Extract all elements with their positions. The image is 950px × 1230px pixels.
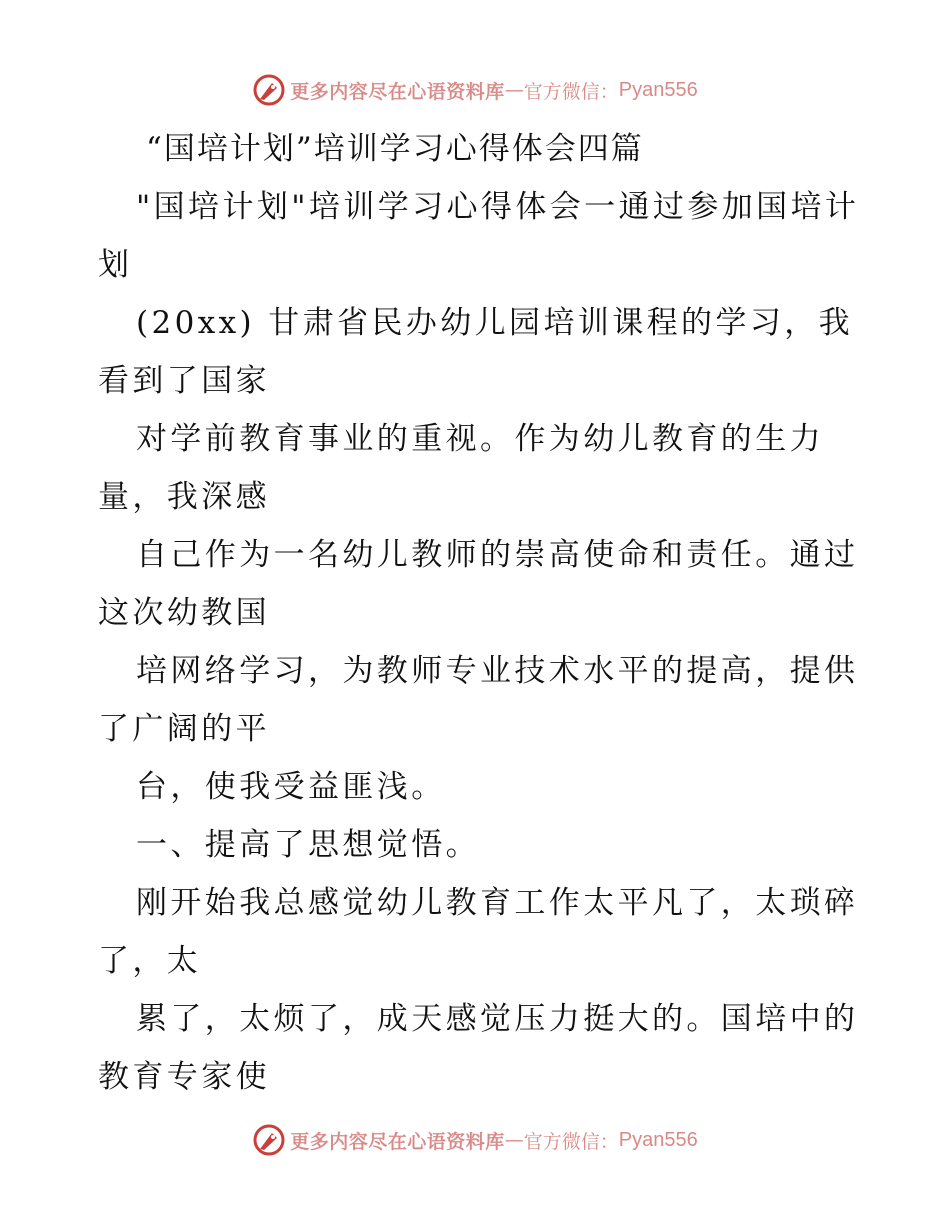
promo-text: 更多内容尽在心语资料库 [290, 80, 505, 103]
header-banner [0, 70, 950, 110]
text-line: "国培计划"培训学习心得体会一通过参加国培计 [136, 189, 860, 225]
text-line: 台，使我受益匪浅。 [136, 769, 446, 805]
pen-nib-logo-icon [252, 73, 286, 107]
document-body [98, 120, 858, 1106]
text-line: 量，我深感 [98, 479, 270, 515]
text-line: 这次幼教国 [98, 595, 270, 631]
text-line: (20xx) 甘肃省民办幼儿园培训课程的学习，我 [136, 305, 854, 341]
document-title: “国培计划”培训学习心得体会四篇 [146, 131, 644, 167]
wechat-handle: Pyan556 [618, 78, 698, 101]
text-line: 了广阔的平 [98, 711, 270, 747]
wechat-label: 官方微信： [523, 1130, 619, 1153]
footer-banner [0, 1120, 950, 1160]
text-line: 对学前教育事业的重视。作为幼儿教育的生力 [136, 421, 824, 457]
promo-text: 更多内容尽在心语资料库 [290, 1130, 505, 1153]
banner-separator: — [504, 1129, 524, 1151]
text-line: 划 [98, 247, 133, 283]
text-line: 累了，太烦了，成天感觉压力挺大的。国培中的 [136, 1001, 859, 1037]
text-line: 刚开始我总感觉幼儿教育工作太平凡了，太琐碎 [136, 885, 859, 921]
wechat-label: 官方微信： [523, 80, 619, 103]
text-line: 看到了国家 [98, 363, 270, 399]
text-line: 教育专家使 [98, 1059, 270, 1095]
text-line: 自己作为一名幼儿教师的崇高使命和责任。通过 [136, 537, 859, 573]
banner-separator: — [504, 79, 524, 101]
text-line: 了，太 [98, 943, 202, 979]
paragraph-lines [98, 178, 858, 1106]
wechat-handle: Pyan556 [618, 1128, 698, 1151]
text-line: 一、提高了思想觉悟。 [136, 827, 480, 863]
pen-nib-logo-icon [252, 1123, 286, 1157]
text-line: 培网络学习，为教师专业技术水平的提高，提供 [136, 653, 859, 689]
